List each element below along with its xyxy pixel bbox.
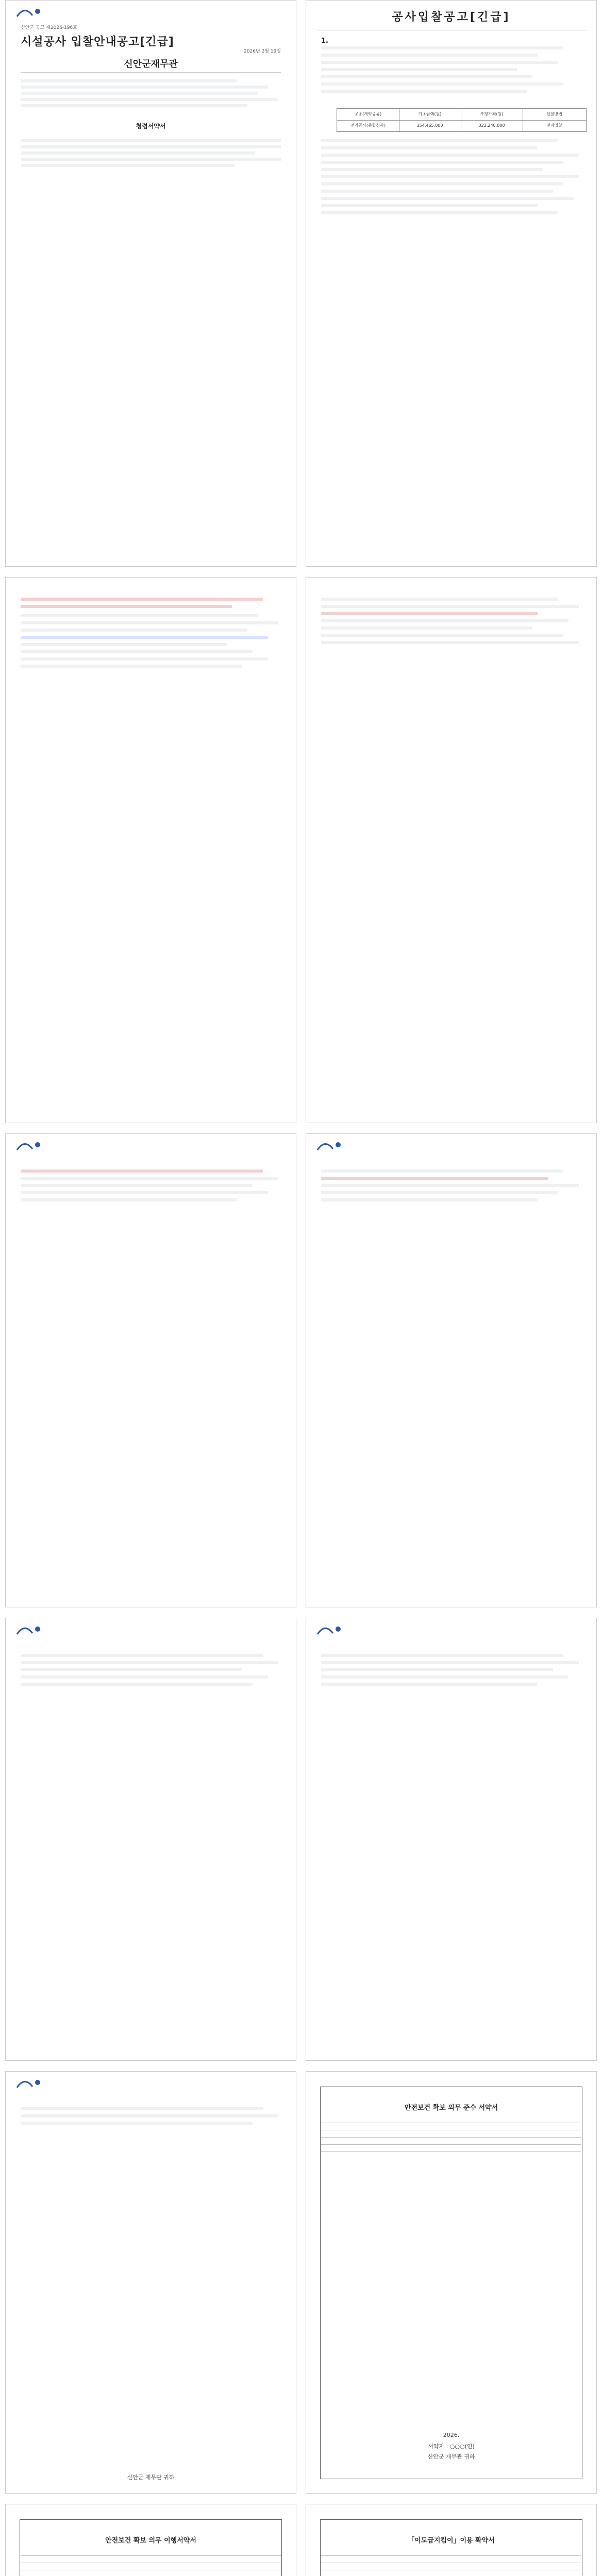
form-frame [320, 2519, 582, 2576]
row-3 [5, 1133, 597, 1607]
highlighted-text [21, 598, 263, 601]
text-block [321, 204, 538, 207]
section-heading: 1. [321, 37, 328, 45]
text-block [21, 104, 247, 107]
text-block [21, 1191, 268, 1194]
document-title: 공사입찰공고[긴급] [392, 11, 511, 24]
text-block [321, 161, 563, 164]
text-block [321, 46, 563, 49]
panel-frame [5, 2071, 296, 2494]
text-block [21, 657, 268, 660]
form-line [321, 2555, 581, 2556]
highlighted-text [21, 605, 232, 608]
row-1 [5, 0, 597, 567]
text-block [21, 1668, 242, 1671]
table-header-cell: 입찰방법 [523, 109, 586, 121]
text-block [21, 629, 247, 632]
text-block [321, 197, 574, 200]
text-block [321, 182, 563, 185]
highlighted-text [21, 636, 268, 639]
text-block [321, 61, 558, 64]
text-block [21, 2107, 263, 2110]
form-line [321, 2137, 581, 2138]
text-block [21, 665, 242, 668]
bid-table [337, 108, 587, 132]
form-line [321, 2144, 581, 2145]
text-block [21, 1198, 237, 1201]
logo [14, 1624, 45, 1637]
text-block [321, 605, 579, 608]
panel-frame [5, 0, 296, 567]
row-2 [5, 577, 597, 1123]
text-block [21, 1661, 278, 1664]
safety-form-page [306, 2071, 597, 2494]
panel-frame [5, 1133, 296, 1607]
form-title: 안전보건 확보 의무 준수 서약서 [404, 2104, 498, 2112]
form-line [21, 2555, 281, 2556]
text-block [321, 139, 558, 142]
text-block [321, 641, 579, 644]
table-header-cell: 공종(계약종류) [337, 109, 399, 121]
text-block [21, 98, 278, 101]
table-cell: 322,240,000 [461, 120, 523, 131]
row-6 [5, 2504, 597, 2576]
text-block [21, 2122, 253, 2125]
text-block [21, 1184, 253, 1187]
text-block [21, 1654, 263, 1657]
text-block [321, 1661, 579, 1664]
text-block [321, 626, 532, 630]
notice-continued-left [5, 577, 296, 1123]
issuer: 신안군재무관 [124, 59, 178, 70]
logo [315, 1140, 346, 1153]
text-block [21, 139, 281, 142]
text-block [321, 168, 543, 171]
text-block [21, 164, 235, 167]
panel-frame [306, 1133, 597, 1607]
safety-pledge-page [5, 2504, 296, 2576]
text-block [21, 151, 255, 155]
notice-page-right-2 [306, 1618, 597, 2061]
form-title: 안전보건 확보 의무 이행서약서 [105, 2537, 196, 2545]
text-block [321, 1668, 553, 1671]
form-line [321, 2151, 581, 2152]
text-block [321, 154, 579, 157]
row-4 [5, 1618, 597, 2061]
text-block [321, 1184, 579, 1187]
row-5 [5, 2071, 597, 2494]
text-block [21, 643, 227, 646]
text-block [321, 190, 553, 193]
highlighted-text [21, 1170, 263, 1173]
form-signer: 서약자 : ○○○(인) [428, 2443, 475, 2450]
text-block [321, 1675, 568, 1679]
text-block [321, 68, 517, 71]
text-block [321, 90, 527, 93]
page-footer: 신안군 재무관 귀하 [127, 2474, 175, 2481]
text-block [21, 86, 268, 89]
form-frame [320, 2087, 582, 2479]
procurement-pledge-page [306, 2504, 597, 2576]
table-header-cell: 추정가격(원) [461, 109, 523, 121]
logo [315, 1624, 346, 1637]
highlighted-text [321, 1177, 548, 1180]
text-block [321, 211, 558, 214]
document-title: 시설공사 입찰안내공고[긴급] [21, 36, 174, 48]
highlighted-text [321, 612, 538, 615]
text-block [321, 634, 563, 637]
notice-page-left [5, 1133, 296, 1607]
text-block [321, 1198, 538, 1201]
table-cell: 전기공사(종합심사) [337, 120, 399, 131]
logo [14, 2077, 45, 2091]
notice-date: 2026년 2월 19일 [244, 49, 281, 54]
logo [14, 6, 45, 20]
form-title: 「이도급지킴이」이용 확약서 [408, 2537, 495, 2545]
text-block [21, 1177, 278, 1180]
notice-panel-left [5, 0, 296, 567]
section-title: 청렴서약서 [136, 123, 166, 130]
table-header-cell: 기초금액(원) [399, 109, 461, 121]
text-block [321, 1191, 558, 1194]
form-recipient: 신안군 재무관 귀하 [427, 2453, 475, 2460]
text-block [321, 1683, 538, 1686]
text-block [21, 145, 281, 148]
text-block [21, 621, 278, 624]
text-block [21, 158, 281, 161]
logo [14, 1140, 45, 1153]
table-cell: 전자입찰 [546, 123, 562, 128]
table-cell: 354,465,000 [399, 120, 461, 131]
text-block [21, 1683, 253, 1686]
text-block [21, 614, 258, 617]
text-block [21, 2114, 278, 2117]
notice-number: 신안군 공고 제2026-196호 [21, 25, 77, 30]
text-block [21, 79, 237, 82]
form-date: 2026. [443, 2432, 460, 2438]
text-block [321, 146, 538, 149]
text-block [321, 1170, 563, 1173]
text-block [21, 1675, 268, 1679]
notice-continued-right [306, 577, 597, 1123]
text-block [321, 1654, 563, 1657]
separator [21, 72, 281, 73]
text-block [321, 619, 568, 622]
text-block [321, 175, 579, 178]
text-block [321, 598, 558, 601]
text-block [21, 650, 253, 653]
form-frame [20, 2519, 282, 2576]
text-block [21, 92, 258, 95]
notice-page-left-2 [5, 1618, 296, 2061]
notice-page-right [306, 1133, 597, 1607]
panel-frame [306, 577, 597, 1123]
text-block [321, 75, 532, 78]
text-block [321, 82, 563, 86]
text-block [321, 54, 538, 57]
document-page [5, 0, 597, 2576]
notice-panel-right [306, 0, 597, 567]
notice-end-page [5, 2071, 296, 2494]
